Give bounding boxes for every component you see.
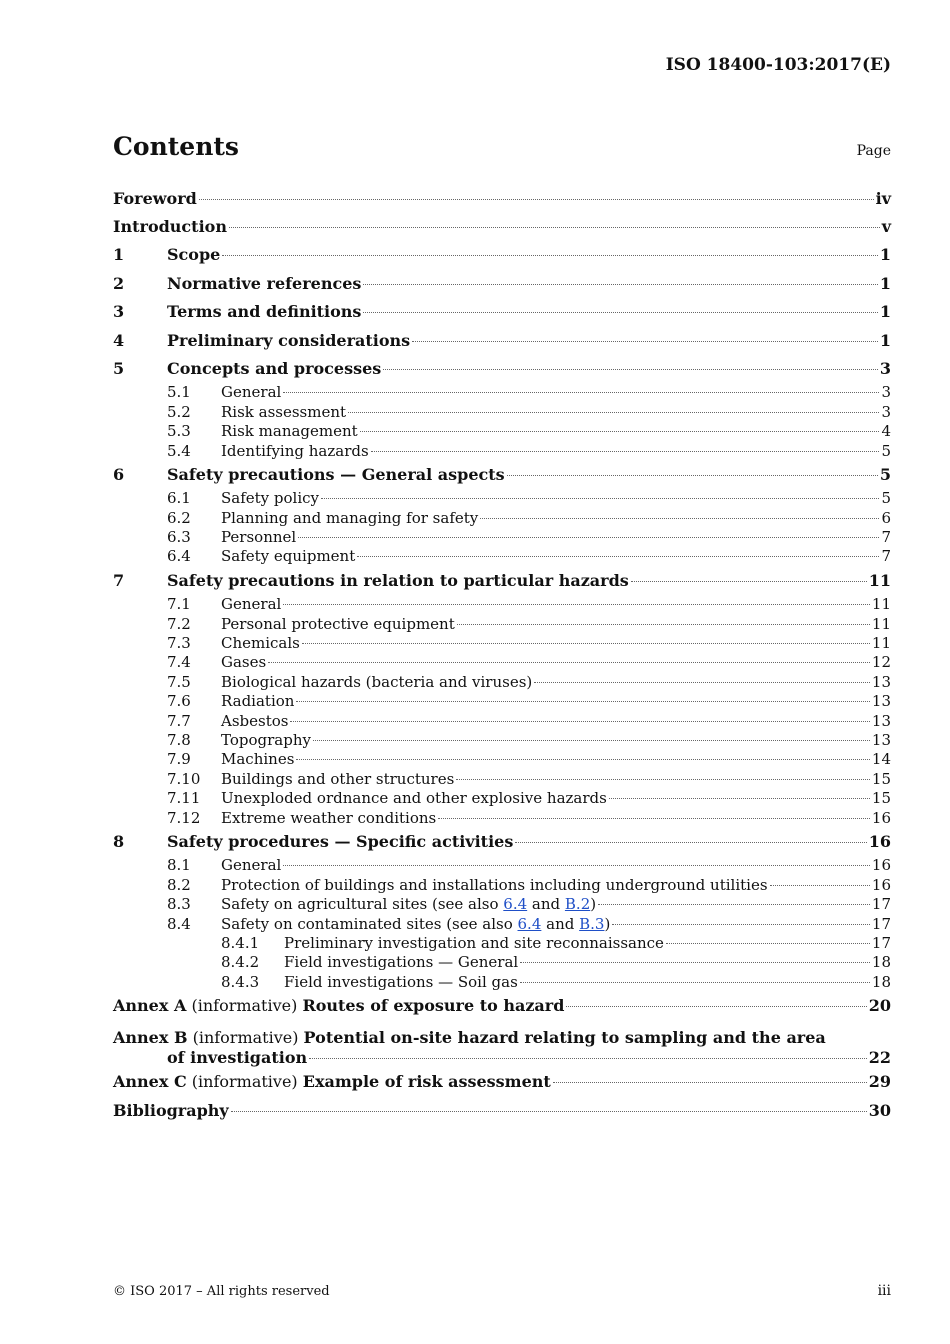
toc-number: 7.5	[167, 672, 191, 691]
annex-b-line-1	[113, 1028, 891, 1048]
toc-entry-6-3[interactable]	[113, 528, 891, 547]
toc-title: Buildings and other structures	[221, 769, 455, 788]
toc-title: Safety precautions — General aspects	[167, 464, 505, 484]
toc-title-text: Safety on agricultural sites (see also	[221, 895, 504, 914]
toc-number: 5.2	[167, 402, 191, 421]
toc-entry-7-9[interactable]	[113, 750, 891, 769]
toc-entry-7-1[interactable]	[113, 595, 891, 614]
toc-number: 7.10	[167, 769, 201, 788]
toc-entry-7-12[interactable]	[113, 809, 891, 828]
toc-title: Identifying hazards	[221, 441, 369, 460]
leader-dots	[296, 700, 869, 702]
annex-title: Potential on-site hazard relating to sampling and the area	[303, 1028, 826, 1048]
toc-page: 14	[871, 750, 891, 769]
annex-type: (informative)	[187, 1028, 304, 1048]
leader-dots	[357, 555, 879, 557]
leader-dots	[598, 903, 870, 905]
toc-entry-2[interactable]	[113, 270, 891, 298]
toc-entry-4[interactable]	[113, 327, 891, 355]
toc-title	[113, 1068, 551, 1096]
toc-entry-6-1[interactable]	[113, 489, 891, 508]
toc-entry-8-4-3[interactable]	[113, 973, 891, 992]
toc-entry-5-3[interactable]	[113, 422, 891, 441]
toc-number: 7.4	[167, 653, 191, 672]
toc-entry-1[interactable]	[113, 241, 891, 269]
toc-number: 8.4.1	[221, 933, 260, 952]
toc-number: 6.1	[167, 489, 191, 508]
toc-title: Concepts and processes	[167, 358, 382, 378]
cross-reference-link[interactable]: 6.4	[503, 895, 528, 914]
toc-title-text: and	[527, 895, 565, 914]
toc-page: 16	[871, 875, 891, 894]
leader-dots	[666, 942, 870, 944]
toc-number: 4	[113, 330, 125, 350]
toc-entry-3[interactable]	[113, 298, 891, 326]
toc-title: Unexploded ordnance and other explosive hazards	[221, 789, 607, 808]
toc-entry-8[interactable]	[113, 828, 891, 856]
leader-dots	[412, 340, 878, 342]
toc-page: 1	[879, 245, 891, 265]
annex-type: (informative)	[186, 996, 303, 1016]
toc-number: 7.11	[167, 789, 201, 808]
toc-number: 7.7	[167, 711, 191, 730]
toc-page: 3	[879, 358, 891, 378]
leader-dots	[296, 758, 870, 760]
leader-dots	[363, 311, 877, 313]
toc-title: Machines	[221, 750, 295, 769]
page-number: iii	[877, 1283, 891, 1299]
toc-page: 18	[871, 972, 891, 991]
toc-number: 8.4.2	[221, 953, 260, 972]
leader-dots	[298, 536, 879, 538]
toc-number: 5.3	[167, 422, 191, 441]
toc-number: 8.3	[167, 895, 191, 914]
toc-number: 7.12	[167, 808, 201, 827]
leader-dots	[480, 517, 879, 519]
toc-page: 5	[881, 489, 891, 508]
toc-number: 8	[113, 831, 125, 851]
toc-entry-7-4[interactable]	[113, 653, 891, 672]
toc-entry-annex-a[interactable]	[113, 992, 891, 1020]
leader-dots	[222, 254, 878, 256]
toc-page: 11	[871, 595, 891, 614]
annex-title: Routes of exposure to hazard	[302, 996, 565, 1016]
leader-dots	[520, 981, 870, 983]
toc-title: Field investigations — General	[284, 953, 519, 972]
toc-title: Risk assessment	[221, 402, 347, 421]
leader-dots	[199, 198, 874, 200]
toc-title: Topography	[221, 730, 311, 749]
leader-dots	[371, 450, 880, 452]
toc-page: 1	[879, 330, 891, 350]
leader-dots	[283, 864, 870, 866]
toc-title: Bibliography	[113, 1100, 229, 1120]
toc-entry-introduction[interactable]	[113, 213, 891, 241]
toc-number: 5.4	[167, 441, 191, 460]
toc-title: Field investigations — Soil gas	[284, 972, 518, 991]
toc-title: Introduction	[113, 217, 227, 236]
toc-number: 6.3	[167, 528, 191, 547]
toc-number: 7.2	[167, 614, 191, 633]
leader-dots	[313, 739, 870, 741]
toc-page: 11	[871, 614, 891, 633]
toc-page: 17	[871, 933, 891, 952]
toc-entry-8-1[interactable]	[113, 856, 891, 875]
toc-entry-8-3[interactable]	[113, 895, 891, 914]
toc-title: Safety equipment	[221, 547, 356, 566]
toc-title-text: Safety on contaminated sites (see also	[221, 914, 518, 933]
toc-page: v	[881, 217, 891, 236]
toc-page: 12	[871, 653, 891, 672]
toc-entry-7-7[interactable]	[113, 712, 891, 731]
toc-title: Extreme weather conditions	[221, 808, 437, 827]
toc-number: 7.3	[167, 634, 191, 653]
toc-title: Gases	[221, 653, 267, 672]
toc-entry-8-2[interactable]	[113, 876, 891, 895]
toc-title	[113, 992, 564, 1020]
toc-page: 18	[871, 953, 891, 972]
toc-page: 15	[871, 769, 891, 788]
toc-number: 6.4	[167, 547, 191, 566]
toc-title: Asbestos	[221, 711, 289, 730]
toc-title: Protection of buildings and installations including underground utilities	[221, 875, 768, 894]
toc-page: 15	[871, 789, 891, 808]
toc-number: 7.8	[167, 730, 191, 749]
toc-entry-7-3[interactable]	[113, 634, 891, 653]
annex-title: of investigation	[167, 1048, 308, 1068]
toc-entry-8-4-1[interactable]	[113, 934, 891, 953]
leader-dots	[534, 681, 870, 683]
toc-page: 13	[871, 730, 891, 749]
leader-dots	[383, 368, 878, 370]
toc-title: Safety policy	[221, 489, 320, 508]
leader-dots	[553, 1081, 867, 1083]
toc-title: Preliminary investigation and site reconnaissance	[284, 933, 664, 952]
leader-dots	[631, 580, 867, 582]
toc-title: Biological hazards (bacteria and viruses)	[221, 672, 533, 691]
toc-page: 4	[881, 422, 891, 441]
leader-dots	[612, 923, 870, 925]
toc-title-text: and	[541, 914, 580, 933]
toc-entry-8-4-2[interactable]	[113, 953, 891, 972]
toc-entry-bibliography[interactable]	[113, 1097, 891, 1125]
toc-page: 16	[871, 856, 891, 875]
toc-page: 3	[881, 402, 891, 421]
toc-page: 5	[881, 441, 891, 460]
toc-title: Scope	[167, 245, 221, 265]
toc-entry-6-2[interactable]	[113, 509, 891, 528]
toc-number: 8.4	[167, 914, 191, 933]
leader-dots	[321, 497, 879, 499]
contents-heading: Contents	[113, 132, 240, 161]
annex-label: Annex A	[113, 996, 187, 1016]
toc-page: 7	[881, 547, 891, 566]
toc-page: 1	[879, 302, 891, 322]
document-id: ISO 18400-103:2017(E)	[665, 55, 891, 75]
cross-reference-link[interactable]: 6.4	[517, 914, 542, 933]
toc-page: 30	[868, 1100, 891, 1120]
toc-page: 20	[868, 996, 891, 1016]
toc-title: Terms and definitions	[167, 302, 362, 322]
toc-number: 6	[113, 464, 125, 484]
page-column-label: Page	[856, 143, 891, 159]
leader-dots	[363, 283, 877, 285]
leader-dots	[438, 817, 870, 819]
leader-dots	[770, 884, 870, 886]
leader-dots	[302, 642, 870, 644]
toc-entry-7[interactable]	[113, 567, 891, 595]
toc-entry-6[interactable]	[113, 461, 891, 489]
toc-number: 5	[113, 358, 125, 378]
toc-title: Planning and managing for safety	[221, 508, 479, 527]
toc-entry-7-10[interactable]	[113, 770, 891, 789]
toc-title: General	[221, 383, 282, 402]
cross-reference-link[interactable]: B.2	[564, 895, 591, 914]
toc-number: 5.1	[167, 383, 191, 402]
toc-page: 13	[871, 692, 891, 711]
toc-page: 13	[871, 711, 891, 730]
toc-title: Chemicals	[221, 634, 300, 653]
toc-number: 3	[113, 302, 125, 322]
toc-page: 16	[871, 808, 891, 827]
toc-page: 13	[871, 672, 891, 691]
toc-number: 2	[113, 273, 125, 293]
toc-page: 1	[879, 273, 891, 293]
leader-dots	[348, 411, 879, 413]
toc-title: Safety precautions in relation to particular hazards	[167, 570, 629, 590]
toc-page: 16	[868, 831, 891, 851]
toc-title: General	[221, 595, 282, 614]
toc-entry-5[interactable]	[113, 355, 891, 383]
toc-title: Foreword	[113, 189, 197, 208]
toc-number: 7.1	[167, 595, 191, 614]
annex-label: Annex C	[113, 1072, 187, 1092]
toc-number: 7.6	[167, 692, 191, 711]
toc-title	[221, 895, 596, 914]
toc-title: Personal protective equipment	[221, 614, 455, 633]
toc-number: 8.2	[167, 875, 191, 894]
toc-page: 17	[871, 895, 891, 914]
toc-entry-5-2[interactable]	[113, 403, 891, 422]
leader-dots	[283, 603, 870, 605]
toc-page: 17	[871, 914, 891, 933]
leader-dots	[231, 1110, 867, 1112]
toc-number: 7	[113, 570, 125, 590]
annex-b-line-2	[113, 1048, 891, 1068]
toc-page: 11	[868, 570, 891, 590]
leader-dots	[566, 1005, 866, 1007]
leader-dots	[457, 623, 870, 625]
toc-entry-8-4[interactable]	[113, 915, 891, 934]
toc-entry-7-5[interactable]	[113, 673, 891, 692]
leader-dots	[290, 720, 869, 722]
annex-label: Annex B	[113, 1028, 188, 1048]
toc-page: iv	[875, 189, 891, 208]
toc-title: Normative references	[167, 273, 362, 293]
toc-title: Radiation	[221, 692, 295, 711]
toc-page: 3	[881, 383, 891, 402]
toc-entry-6-4[interactable]	[113, 547, 891, 566]
toc-title: Personnel	[221, 528, 297, 547]
leader-dots	[520, 961, 870, 963]
annex-title: Example of risk assessment	[302, 1072, 551, 1092]
toc-entry-5-1[interactable]	[113, 383, 891, 402]
leader-dots	[229, 226, 880, 228]
toc-entry-annex-b[interactable]	[113, 1028, 891, 1068]
toc-title: Preliminary considerations	[167, 330, 411, 350]
toc-number: 8.4.3	[221, 972, 260, 991]
toc-number: 1	[113, 245, 125, 265]
toc-page: 5	[879, 464, 891, 484]
leader-dots	[507, 474, 878, 476]
leader-dots	[268, 661, 870, 663]
toc-page: 22	[868, 1048, 891, 1068]
leader-dots	[515, 841, 866, 843]
cross-reference-link[interactable]: B.3	[579, 914, 605, 933]
toc-entry-annex-c[interactable]	[113, 1068, 891, 1096]
leader-dots	[309, 1057, 867, 1059]
toc-entry-foreword[interactable]	[113, 185, 891, 213]
leader-dots	[360, 430, 880, 432]
toc-entry-7-2[interactable]	[113, 615, 891, 634]
toc-page: 11	[871, 634, 891, 653]
toc-number: 8.1	[167, 856, 191, 875]
toc-entry-7-11[interactable]	[113, 789, 891, 808]
toc-entry-5-4[interactable]	[113, 442, 891, 461]
toc-entry-7-6[interactable]	[113, 692, 891, 711]
toc-title-text: )	[604, 914, 611, 933]
leader-dots	[609, 797, 870, 799]
toc-title: Risk management	[221, 422, 358, 441]
toc-page: 29	[868, 1072, 891, 1092]
toc-title: Safety procedures — Specific activities	[167, 831, 514, 851]
toc-page: 6	[881, 508, 891, 527]
toc-title: General	[221, 856, 282, 875]
toc-title-text: )	[590, 895, 597, 914]
copyright-notice: © ISO 2017 – All rights reserved	[113, 1284, 330, 1299]
toc-number: 6.2	[167, 508, 191, 527]
toc-entry-7-8[interactable]	[113, 731, 891, 750]
annex-type: (informative)	[186, 1072, 303, 1092]
toc-page: 7	[881, 528, 891, 547]
toc-number: 7.9	[167, 750, 191, 769]
leader-dots	[456, 778, 870, 780]
toc-title	[221, 915, 610, 934]
table-of-contents	[113, 185, 891, 1125]
leader-dots	[283, 391, 879, 393]
